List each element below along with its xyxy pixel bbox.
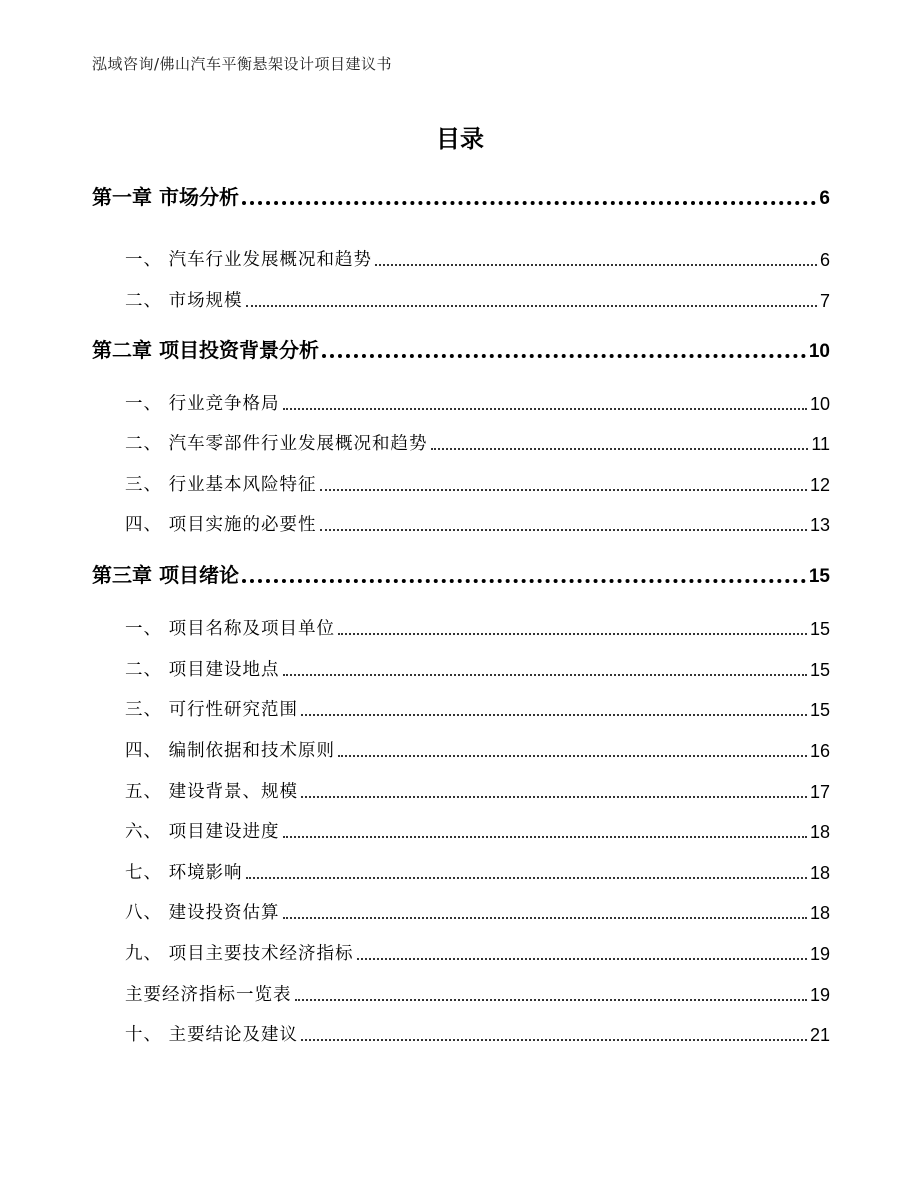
toc-page-number: 19 <box>809 985 830 1005</box>
toc-entry-label: 第一章 市场分析 <box>92 185 239 209</box>
toc-entry-label: 一、 汽车行业发展概况和趋势 <box>125 250 373 270</box>
toc-page-number: 6 <box>819 250 830 270</box>
toc-leader-dots <box>431 429 809 455</box>
toc-leader-dots <box>283 898 807 924</box>
toc-leader-dots <box>338 736 807 762</box>
toc-page-number: 19 <box>809 944 830 964</box>
toc-section[interactable] <box>125 980 830 1006</box>
toc-section[interactable] <box>125 429 830 455</box>
toc-entry-label: 二、 市场规模 <box>125 291 243 311</box>
toc-title: 目录 <box>436 125 484 153</box>
toc-section[interactable] <box>125 1020 830 1046</box>
toc-leader-dots <box>322 335 806 363</box>
toc-entry-label: 一、 项目名称及项目单位 <box>125 619 336 639</box>
toc-page-number: 18 <box>809 822 830 842</box>
toc-section[interactable] <box>125 858 830 884</box>
toc-section[interactable] <box>125 898 830 924</box>
toc-entry-label: 七、 环境影响 <box>125 863 243 883</box>
toc-entry-label: 三、 行业基本风险特征 <box>125 475 317 495</box>
running-header: 泓域咨询/佛山汽车平衡悬架设计项目建议书 <box>92 55 393 73</box>
toc-section[interactable] <box>125 736 830 762</box>
toc-section[interactable] <box>125 655 830 681</box>
toc-page-number: 10 <box>808 341 830 362</box>
toc-page-number: 17 <box>809 782 830 802</box>
toc-page-number: 10 <box>809 394 830 414</box>
toc-leader-dots <box>242 182 816 210</box>
toc-page-number: 11 <box>811 434 830 454</box>
toc-leader-dots <box>283 389 807 415</box>
toc-section[interactable] <box>125 510 830 536</box>
toc-entry-label: 三、 可行性研究范围 <box>125 700 299 720</box>
toc-page-number: 7 <box>819 291 830 311</box>
toc-page-number: 15 <box>808 566 830 587</box>
toc-section[interactable] <box>125 695 830 721</box>
toc-page-number: 18 <box>809 863 830 883</box>
toc-leader-dots <box>246 286 817 312</box>
toc-leader-dots <box>283 817 807 843</box>
toc-leader-dots <box>320 510 807 536</box>
toc-section[interactable] <box>125 286 830 312</box>
toc-chapter-1[interactable] <box>92 182 830 210</box>
toc-entry-label: 六、 项目建设进度 <box>125 822 280 842</box>
toc-leader-dots <box>301 1020 807 1046</box>
toc-entry-label: 一、 行业竞争格局 <box>125 394 280 414</box>
toc-entry-label: 十、 主要结论及建议 <box>125 1025 299 1045</box>
toc-entry-label: 第三章 项目绪论 <box>92 563 239 587</box>
toc-page-number: 16 <box>809 741 830 761</box>
toc-section[interactable] <box>125 470 830 496</box>
toc-entry-label: 四、 项目实施的必要性 <box>125 515 317 535</box>
toc-section[interactable] <box>125 817 830 843</box>
toc-section[interactable] <box>125 614 830 640</box>
toc-entry-label: 五、 建设背景、规模 <box>125 782 299 802</box>
toc-page-number: 12 <box>809 475 830 495</box>
toc-chapter-3[interactable] <box>92 560 830 588</box>
toc-entry-label: 二、 项目建设地点 <box>125 660 280 680</box>
toc-page-number: 15 <box>809 619 830 639</box>
toc-leader-dots <box>320 470 807 496</box>
toc-entry-label: 九、 项目主要技术经济指标 <box>125 944 354 964</box>
toc-entry-label: 八、 建设投资估算 <box>125 903 280 923</box>
toc-section[interactable] <box>125 245 830 271</box>
toc-entry-label: 第二章 项目投资背景分析 <box>92 338 319 362</box>
toc-leader-dots <box>242 560 806 588</box>
toc-page-number: 6 <box>819 188 830 209</box>
toc-page-number: 13 <box>809 515 830 535</box>
toc-leader-dots <box>295 980 807 1006</box>
toc-page-number: 21 <box>809 1025 830 1045</box>
toc-page-number: 18 <box>809 903 830 923</box>
toc-entry-label: 二、 汽车零部件行业发展概况和趋势 <box>125 434 428 454</box>
toc-leader-dots <box>357 939 807 965</box>
toc-page-number: 15 <box>809 700 830 720</box>
toc-leader-dots <box>301 777 807 803</box>
toc-entry-label: 四、 编制依据和技术原则 <box>125 741 336 761</box>
toc-leader-dots <box>301 695 807 721</box>
toc-leader-dots <box>246 858 807 884</box>
toc-section[interactable] <box>125 389 830 415</box>
toc-section[interactable] <box>125 939 830 965</box>
toc-section[interactable] <box>125 777 830 803</box>
toc-entry-label: 主要经济指标一览表 <box>125 985 292 1005</box>
toc-leader-dots <box>283 655 807 681</box>
toc-leader-dots <box>338 614 807 640</box>
toc-chapter-2[interactable] <box>92 335 830 363</box>
toc-leader-dots <box>375 245 817 271</box>
toc-page-number: 15 <box>809 660 830 680</box>
